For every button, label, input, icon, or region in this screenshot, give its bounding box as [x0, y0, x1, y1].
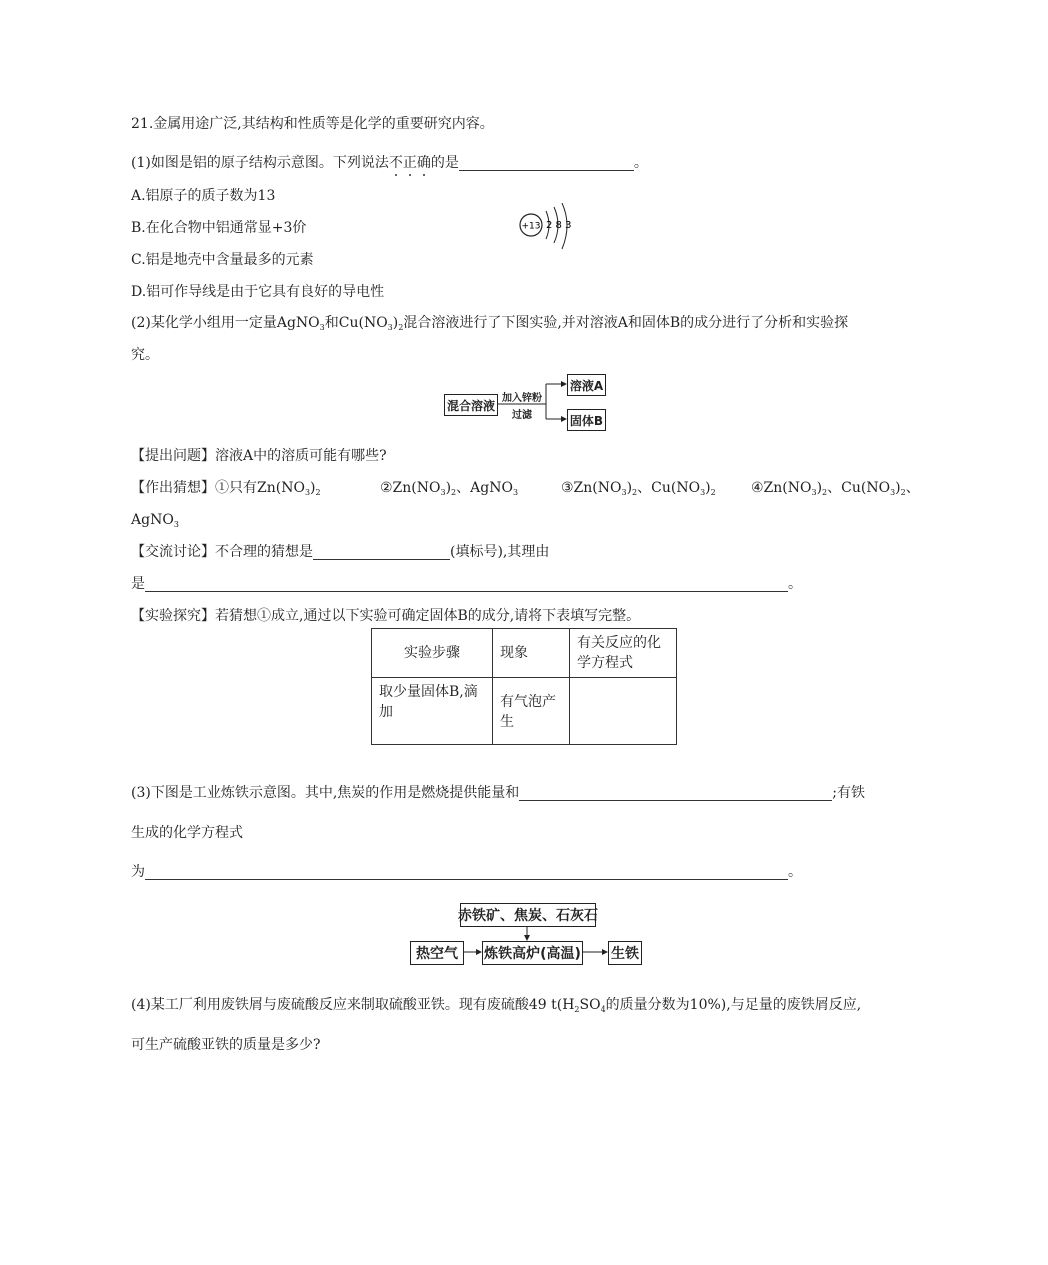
discussion-line: 【交流讨论】不合理的猜想是 (填标号),其理由 [131, 544, 550, 560]
ask-question: 【提出问题】溶液A中的溶质可能有哪些? [131, 448, 387, 464]
part2-line2: 究。 [131, 347, 159, 363]
flow-solution-a: 溶液A [567, 374, 606, 396]
flow-hot-air: 热空气 [410, 941, 464, 965]
guesses-line: 【作出猜想】①只有$Zn(NO_3)_2$ [131, 480, 321, 497]
electron-counts: 2 8 3 [546, 220, 572, 231]
flow-step-add-zinc: 加入锌粉 [502, 393, 542, 404]
part3-line1: (3)下图是工业炼铁示意图。其中,焦炭的作用是燃烧提供能量和 ;有铁 [131, 785, 865, 801]
table-header-phenomenon: 现象 [493, 629, 570, 678]
emphasis-not-correct: 不正确 [388, 155, 431, 171]
guess-4-tail: AgNO$_3$ [131, 512, 179, 529]
explore-line: 【实验探究】若猜想①成立,通过以下实验可确定固体B的成分,请将下表填写完整。 [131, 608, 641, 624]
table-header-equation: 有关反应的化学方程式 [570, 629, 677, 678]
flow-raw-materials: 赤铁矿、焦炭、石灰石 [460, 903, 596, 927]
guess-3: $③Zn(NO_3)_2$、$Cu(NO_3)_2$ [561, 480, 716, 497]
flow-mix-solution: 混合溶液 [444, 394, 498, 416]
part2-line1: (2)某化学小组用一定量AgNO$_3$和$Cu(NO_3)_2$混合溶液进行了下图实验,并对溶液A和固体B的成分进行了分析和实验探 [131, 315, 849, 332]
table-cell-phenomenon: 有气泡产生 [493, 678, 570, 745]
option-c: C.铝是地壳中含量最多的元素 [131, 252, 314, 268]
option-d: D.铝可作导线是由于它具有良好的导电性 [131, 284, 385, 300]
nucleus-charge: +13 [521, 221, 541, 232]
guess-4: $④Zn(NO_3)_2$、$Cu(NO_3)_2$、 [751, 480, 920, 497]
table-header-step: 实验步骤 [372, 629, 493, 678]
question-title: 21.金属用途广泛,其结构和性质等是化学的重要研究内容。 [131, 116, 494, 132]
option-b: B.在化合物中铝通常显+3价 [131, 220, 307, 236]
flow-solid-b: 固体B [567, 409, 606, 431]
part4-line1: (4)某工厂利用废铁屑与废硫酸反应来制取硫酸亚铁。现有废硫酸49 $t(H_2SO_4$的质量分数为10%),与足量的废铁屑反应, [131, 997, 862, 1014]
reason-line: 是 。 [131, 576, 802, 592]
part3-line3: 为 。 [131, 864, 802, 880]
part4-line2: 可生产硫酸亚铁的质量是多少? [131, 1037, 321, 1053]
guess-1: ①只有$Zn(NO_3)_2$ [215, 480, 321, 497]
guess-2: $②Zn(NO_3)_2$、AgNO$_3$ [380, 480, 519, 497]
flow-pig-iron: 生铁 [608, 941, 642, 965]
table-cell-step: 取少量固体B,滴加 [372, 678, 493, 745]
part1-stem: (1)如图是铝的原子结构示意图。下列说法不正确的是 。 [131, 155, 648, 171]
part3-line2: 生成的化学方程式 [131, 825, 243, 841]
flow-step-filter: 过滤 [512, 410, 532, 421]
option-a: A.铝原子的质子数为13 [131, 188, 276, 204]
flow-blast-furnace: 炼铁高炉(高温) [482, 941, 583, 965]
